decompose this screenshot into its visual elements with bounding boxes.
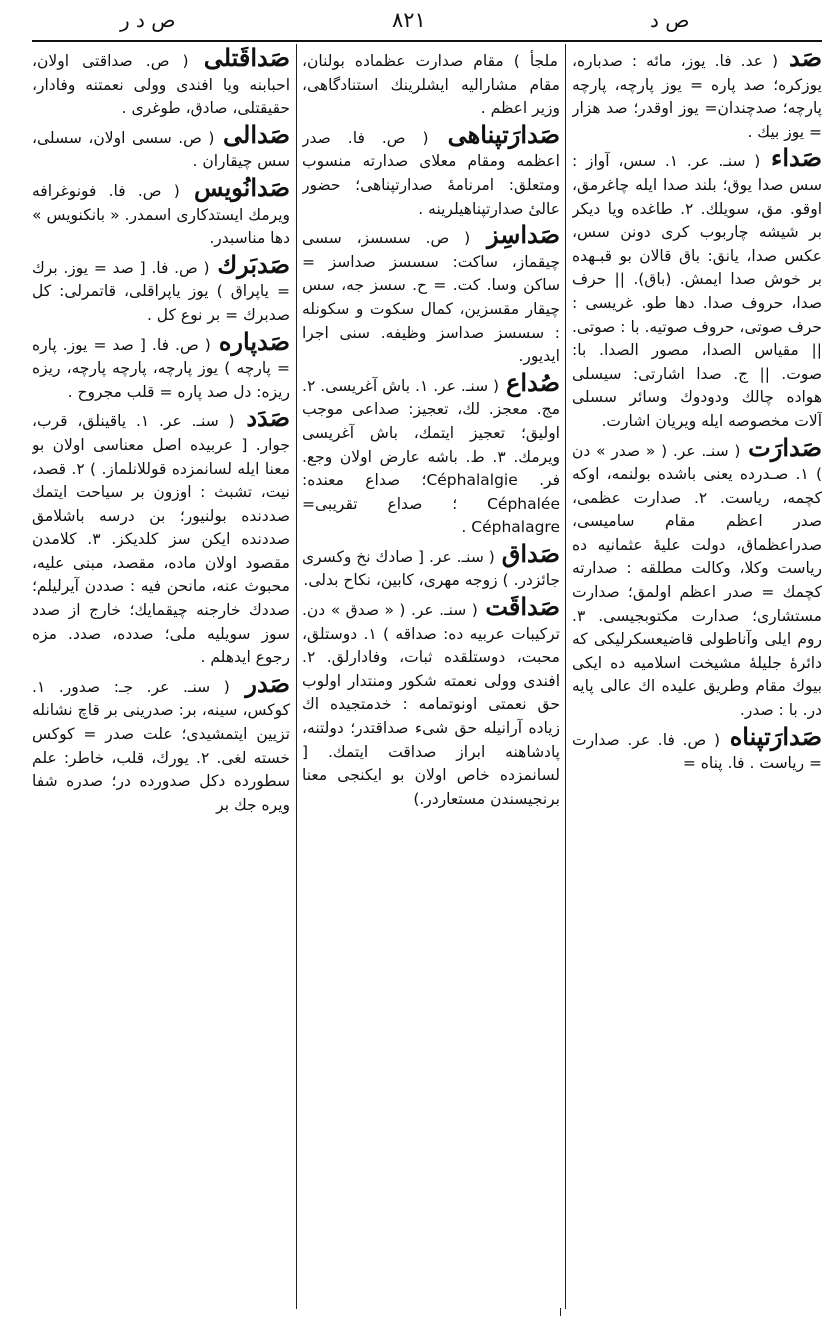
- dictionary-entry: [302, 220, 560, 369]
- entry-definition: ( ص. صداقتی اولان، احبابنه ویا افندی وولی نعمتنه وفادار، حقیقتلی، صادق، طوغری .: [32, 52, 290, 118]
- entry-headword: صَدارَت: [748, 432, 822, 462]
- entry-definition: ( سنـ. عر. [ صادك نخ وكسری جائزدر. ) زوجه مهری، کابین، نکاح بدلی.: [302, 547, 560, 590]
- column-divider-right: [565, 44, 566, 1309]
- header-left-letters: ص د ر: [120, 8, 176, 32]
- entry-definition: ( سنـ. عر. ۱. یاقینلق، قرب، جوار. [ عربیده اصل معناسی اولان بو معنا ایله لسانمزده قوللانلماز. ) ۲. قصد، نیت، تشبث : اوزون بر سیاحت ایتمك صددنده بولنیور؛ بن درسه باشلامق صددنده ایکن سز کلدیکز. ۳. کلامدن مقصود اولان ماده، مقصد، مبنی علیه، محبوث عنه، مانحن فیه : صددن آیرلیلم؛ صددك خارجنه چیقمایك؛ خارج از صدد سوز سویلیه ملی؛ صدده، صدد. مزه رجوع ایدهلم .: [32, 412, 290, 667]
- entry-headword: صَدر: [245, 668, 290, 698]
- dictionary-entry: [302, 538, 560, 593]
- column-middle: [302, 46, 560, 1308]
- entry-definition: ( عد. فا. یوز، مائه : صدباره، یوزکره؛ صد پاره = یوز پارچه، پارچه پارچه؛ صدچندان= یوز اوقدر؛ صد هزار = یوز بیك .: [572, 52, 822, 141]
- entry-headword: صَداق: [501, 538, 560, 568]
- entry-definition: ( سنـ. عر. ( « صدر » دن ) ۱. صـدرده یعنی باشده بولنمه، اوکه کچمه، ریاست. ۲. صدارت عظمی، صدر اعظم مقام سامیسی، صدراعظماق، دولت علیهٔ عثمانیه ده ریاست وکلا، وکالت مطلقه : صدارته کچمك = صدر اعظم اولمق؛ صدارت مستشاری؛ صدارت مکتوبجیسی. ۳. روم ایلی وآناطولی قاضیعسکرلیکی که دائرهٔ جلیلهٔ مشیخت اسلامیه ده ایکی بیوك مقام وطریق علیده اك عالی پایه در. با : صدر.: [572, 441, 822, 720]
- dictionary-entry: [32, 249, 290, 328]
- page-number: ٨٢١: [392, 8, 426, 32]
- entry-definition: ( سنـ. عر. جـ: صدور. ۱. کوکس، سینه، بر: صدرینی بر قاچ نشانله تزیین ایتمشیدی؛ علت صدر = کوکس خسته لغی. ۲. یورك، قلب، خاطر: علم سطورده دکل صدورده در؛ صدره شفا ویره جك بر: [32, 677, 290, 814]
- column-divider-left: [296, 44, 297, 1309]
- dictionary-entry: [302, 119, 560, 221]
- dictionary-entry: [32, 668, 290, 818]
- dictionary-entry: [32, 403, 290, 670]
- entry-definition: ( سنـ. عر. ۱. باش آغریسی. ۲. مج. معجز. لك، تعجیز: صداعی موجب اولیق؛ تعجیز ایتمك، باش آغریسی ویرمك. ۳. ط. باشه عارض اولان وجع. فر. Céphalalgie؛ صداع معنده: Céphalée ؛ صداع تقریبی= Céphalagre .: [302, 376, 560, 537]
- entry-definition: ( سنـ. عر. ۱. سس، آواز : سس صدا یوق؛ بلند صدا ایله چاغرمق، اوقو. مق، سویلك. ۲. طاغده ویا دیکر بر شیشه چاربوب کری دونن سس، عکس صدا، یانق: باق قالان بو قبـهده بر خوش صدا ایمش. (باق). || حرف صدا، حروف صدا. دها طو. غریسی : حرف صوتی، حروف صوتیه. با : صوتی. || مقیاس الصدا، مصور الصدا. با: صوت. || ج. صدا اشارتی: سیسلی هواده چالك ودودوك وسائر سسلی آلات مخصوصه ایله ویریان اشارت.: [572, 152, 822, 430]
- page-header: [0, 6, 833, 40]
- column-end-mark: [560, 1308, 561, 1316]
- dictionary-entry: [302, 367, 560, 540]
- entry-headword: صَدَد: [246, 403, 290, 433]
- entry-definition: ملجأ ) مقام صدارت عظماده بولنان، مقام مشاراليه ایشلرینك استنادگاهی، وزیر اعظم .: [302, 52, 560, 118]
- column-left: [32, 46, 290, 1308]
- dictionary-entry: [302, 46, 560, 121]
- entry-headword: صَد: [789, 46, 822, 72]
- entry-headword: صَدارَتپناهی: [447, 119, 560, 149]
- entry-headword: صَدارَتپناه: [729, 721, 822, 751]
- dictionary-entry: [302, 592, 560, 811]
- entry-headword: صَداء: [771, 143, 822, 173]
- entry-definition: ( ص. فا. صدر اعظمه ومقام معلای صدارته منسوب ومتعلق: امرنامهٔ صدارتپناهی؛ حضور عالیٔ صدارتپناهیلرینه .: [302, 128, 560, 218]
- entry-headword: صَدالی: [223, 119, 290, 149]
- entry-headword: صَدانُویس: [194, 172, 290, 202]
- entry-headword: صَداسِز: [487, 220, 560, 250]
- entry-headword: صُداع: [506, 367, 560, 397]
- dictionary-entry: [32, 326, 290, 405]
- entry-definition: ( سنـ. عر. ( « صدق » دن. ترکیبات عربیه ده: صداقه ) ۱. دوستلق، محبت، دوستلقده ثبات، وفادارلق. ۲. افندی وولی نعمته شکور ومنتدار اولوب حق نعمتی اونوتمامه : خدمتجیده اك زیاده آرانیله حق شیء صداقتدر؛ دولتنه، پادشاهنه ابراز صداقت ایتمك. [ لسانمزده خاص اولان بو ایکنجی معنا برنجیسندن مستعاردر.): [302, 601, 560, 808]
- column-right: [572, 46, 822, 1308]
- entry-headword: صَدبَرك: [217, 249, 290, 279]
- entry-definition: ( ص. فا. عر. صدارت = ریاست . فا. پناه =: [572, 730, 822, 773]
- entry-headword: [558, 46, 560, 72]
- entry-definition: ( ص. فا. [ صد = یوز. برك = یاپراق ) یوز یاپراقلی، قاتمرلی: کل صدبرك = بر نوع کل .: [32, 258, 290, 324]
- entry-headword: صَداقَتلی: [203, 46, 290, 72]
- header-rule: [32, 40, 822, 42]
- entry-definition: ( ص. فا. [ صد = یوز. پاره = پارچه ) یوز پارچه، پارچه پارچه، ریزه ریزه: دل صد پاره = قلب مجروح .: [32, 335, 290, 401]
- entry-definition: ( ص. فا. فونوغرافه ویرمك ایستدکاری اسمدر. « بانکنویس » دها مناسبدر.: [32, 181, 290, 248]
- dictionary-entry: [572, 143, 822, 433]
- dictionary-entry: [572, 432, 822, 723]
- dictionary-entry: [572, 721, 822, 776]
- entry-headword: صَداقَت: [485, 592, 560, 622]
- dictionary-entry: [32, 46, 290, 121]
- entry-definition: ( ص. سسی اولان، سسلی، سس چیقاران .: [32, 128, 290, 171]
- dictionary-entry: [32, 119, 290, 174]
- entry-headword: صَدپاره: [218, 326, 290, 356]
- header-right-letters: ص د: [650, 8, 690, 32]
- dictionary-entry: [572, 46, 822, 144]
- dictionary-entry: [32, 172, 290, 251]
- entry-definition: ( ص. سسسز، سسی چیقماز، ساکت: سسسز صداسز = ساکن وسا. کت. = ح. سسز جه، سس چیقار مقسزین، کمال سکوت و سکونله : سسسز صداسز وظیفه. سنی اجرا ایدیور.: [302, 229, 560, 366]
